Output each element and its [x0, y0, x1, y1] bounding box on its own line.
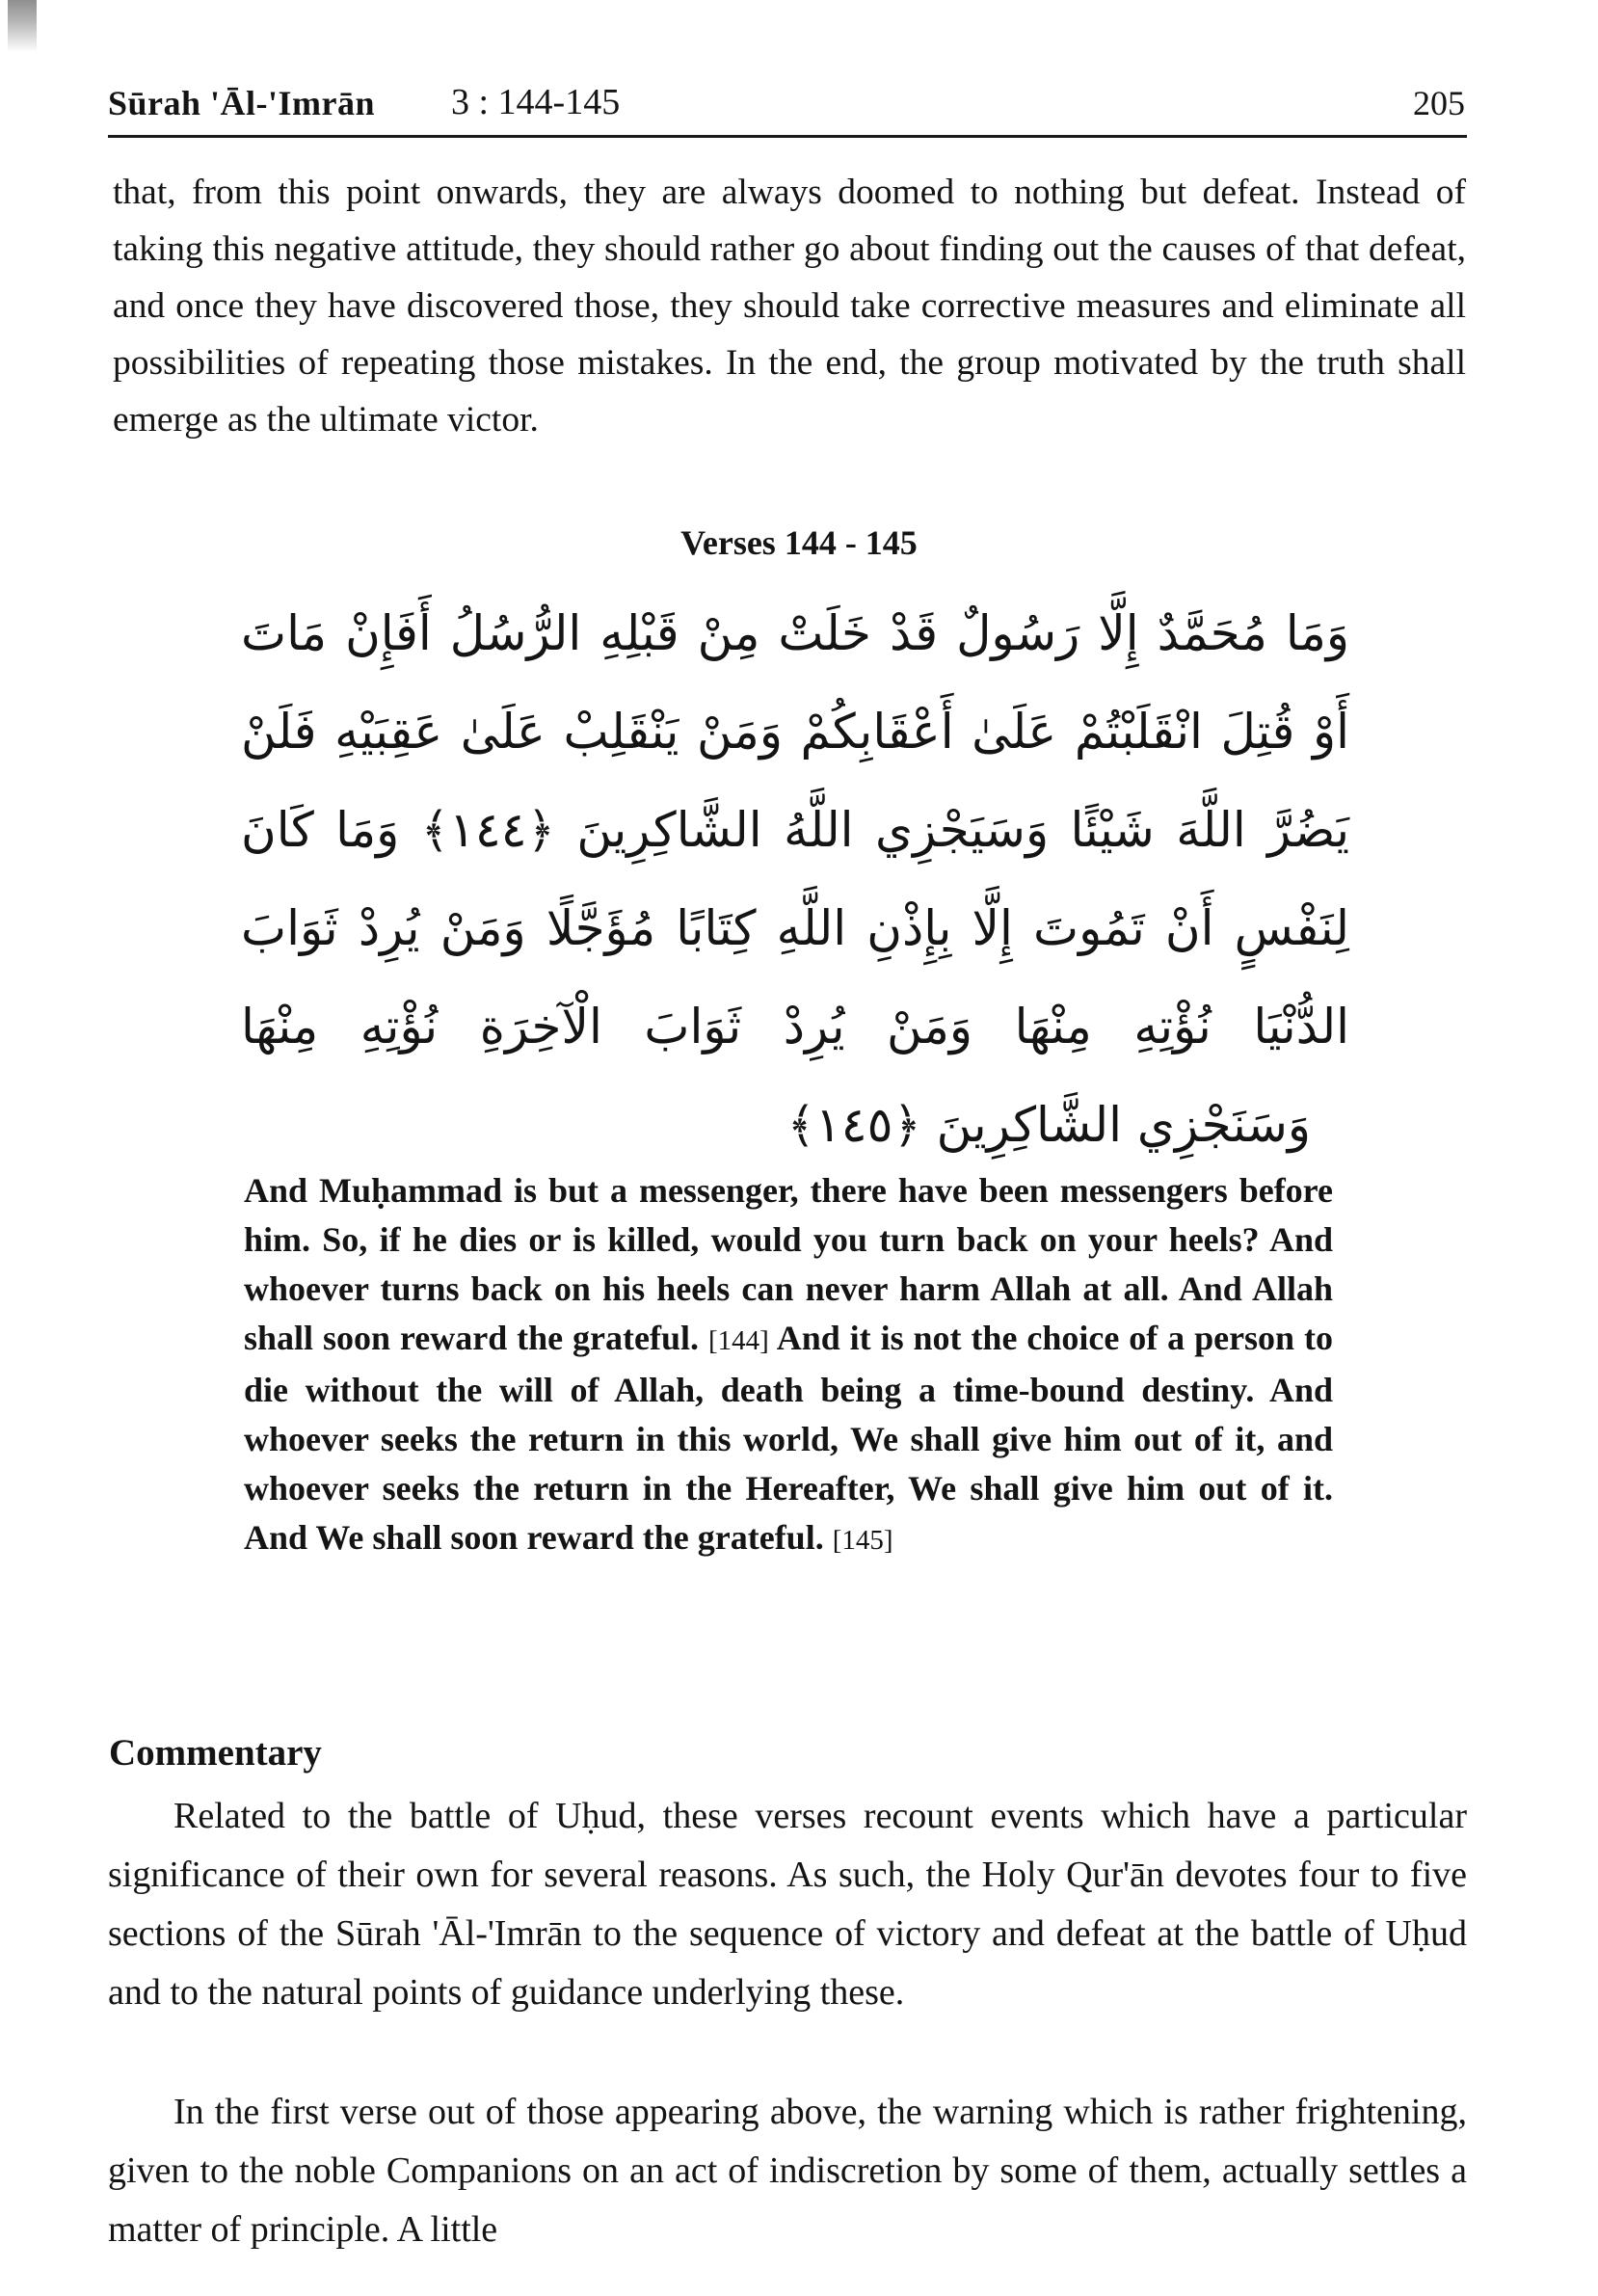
arabic-line: يَضُرَّ اللَّهَ شَيْئًا وَسَيَجْزِي اللَّهُ الشَّاكِرِينَ ﴿١٤٤﴾ وَمَا كَانَ	[241, 802, 1349, 858]
commentary-heading: Commentary	[109, 1732, 322, 1774]
arabic-verse-block	[241, 584, 1349, 1174]
verse-number-144: [144]	[707, 1325, 769, 1356]
commentary-paragraph: Related to the battle of Uḥud, these verses recount events which have a particular significance of their own for several reasons. As such, the Holy Qur'ān devotes four to five sections of the Sūrah 'Āl-'Imrān to the sequence of victory and defeat at the battle of Uḥud and to the natural points of guidance underlying these.	[108, 1796, 1467, 2013]
scan-corner-mark	[8, 0, 37, 52]
arabic-line: لِنَفْسٍ أَنْ تَمُوتَ إِلَّا بِإِذْنِ اللَّهِ كِتَابًا مُؤَجَّلًا وَمَنْ يُرِدْ ثَوَابَ	[241, 900, 1349, 956]
arabic-line: وَسَنَجْزِي الشَّاكِرِينَ ﴿١٤٥﴾	[786, 1097, 1311, 1153]
translation-verse-145: And it is not the choice of a person to die without the will of Allah, death being a time-bound destiny. And whoever seeks the return in this world, We shall give him out of it, and whoever seeks the return in the Hereafter, We shall give him out of it. And We shall soon reward the grateful.	[244, 1319, 1333, 1557]
running-header	[108, 75, 1465, 129]
header-divider	[108, 135, 1467, 138]
header-verse-reference: 3 : 144-145	[451, 82, 621, 122]
verse-number-145: [145]	[832, 1525, 893, 1556]
arabic-line: أَوْ قُتِلَ انْقَلَبْتُمْ عَلَىٰ أَعْقَابِكُمْ وَمَنْ يَنْقَلِبْ عَلَىٰ عَقِبَيْهِ فَلَنْ	[241, 704, 1349, 760]
arabic-line: وَمَا مُحَمَّدٌ إِلَّا رَسُولٌ قَدْ خَلَتْ مِنْ قَبْلِهِ الرُّسُلُ أَفَإِنْ مَاتَ	[241, 605, 1349, 661]
translation-verse-144: And Muḥammad is but a messenger, there have been messengers before him. So, if he dies or is killed, would you turn back on your heels? And whoever turns back on his heels can never harm Allah at all. And Allah shall soon reward the grateful.	[244, 1171, 1333, 1357]
verses-heading: Verses 144 - 145	[680, 523, 918, 562]
intro-paragraph: that, from this point onwards, they are always doomed to nothing but defeat. Instead of taking this negative attitude, they should rather go about finding out the causes of that defeat, and once they have discovered those, they should take corrective measures and eliminate all possibilities of repeating those mistakes. In the end, the group motivated by the truth shall emerge as the ultimate victor.	[113, 173, 1466, 440]
commentary-paragraph: In the first verse out of those appearing above, the warning which is rather frightening, given to the noble Companions on an act of indiscretion by some of them, actually settles a matter of principle. A little	[108, 2092, 1467, 2250]
arabic-line: الدُّنْيَا نُؤْتِهِ مِنْهَا وَمَنْ يُرِدْ ثَوَابَ الْآخِرَةِ نُؤْتِهِ مِنْهَا	[241, 999, 1349, 1055]
page-number: 205	[1413, 84, 1465, 122]
header-surah-name: Sūrah 'Āl-'Imrān	[108, 84, 376, 122]
verse-translation	[244, 1166, 1333, 1565]
